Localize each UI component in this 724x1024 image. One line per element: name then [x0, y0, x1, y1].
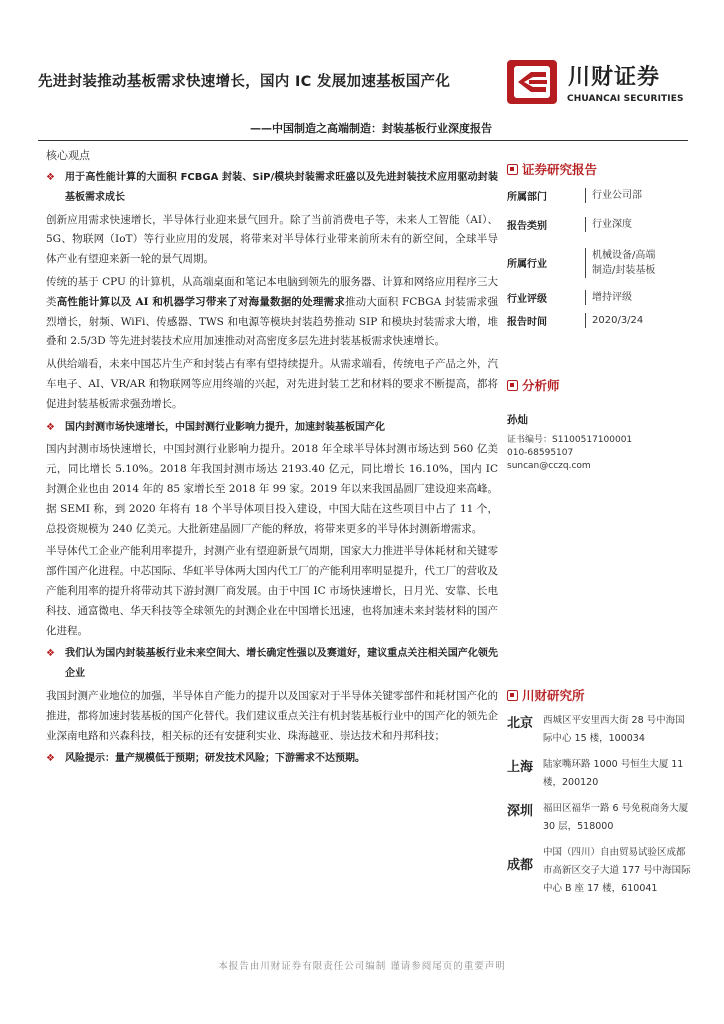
office-shenzhen: 深圳 福田区福华一路 6 号免税商务大厦 30 层，518000	[507, 803, 689, 832]
report-subtitle: ——中国制造之高端制造：封装基板行业深度报告	[250, 122, 492, 135]
brand-name-cn: 川财证券	[568, 65, 661, 90]
report-info-panel	[507, 160, 707, 328]
analyst-heading: 分析师	[507, 376, 707, 394]
institute-heading: 川财研究所	[507, 686, 707, 704]
key-point-heading: ❖ 国内封测市场快速增长，中国封测行业影响力提升，加速封装基板国产化	[46, 421, 385, 433]
analyst-cert: 证书编号：S1100517100001	[507, 435, 633, 445]
info-row: 报告类别 行业深度	[507, 219, 632, 232]
risk-heading: ❖ 风险提示：量产规模低于预期；研发技术风险；下游需求不达预期。	[46, 753, 365, 765]
info-row: 所属行业 机械设备/高端制造/封装基板	[507, 248, 707, 278]
footer-disclaimer: 本报告由川财证券有限责任公司编制 谨请参阅尾页的重要声明	[218, 961, 506, 972]
office-shanghai: 上海 陆家嘴环路 1000 号恒生大厦 11 楼，200120	[507, 759, 684, 788]
diamond-bullet-icon: ❖	[46, 172, 55, 183]
info-row: 行业评级 增持评级	[507, 292, 632, 305]
paragraph: 创新应用需求快速增长，半导体行业迎来景气回升。除了当前消费电子等，未来人工智能（AI）、5G、物联网（IoT）等行业应用的发展，将带来对半导体行业带来前所未有的新空间，全球半导体产业有望迎来新一轮的景气周期。	[46, 213, 498, 266]
institute-icon	[507, 690, 518, 701]
office-chengdu: 成都 中国（四川）自由贸易试验区成都市高新区交子大道 177 号中海国际中心 B 座 17 楼，610041	[507, 847, 691, 894]
paragraph: 我国封测产业地位的加强，半导体自产能力的提升以及国家对于半导体关键零部件和耗材国产化的推进，都将加速封装基板的国产化替代。我们建议重点关注有机封装基板行业中的国产化的领先企业深南电路和兴森科技，相关标的还有安捷利实业、珠海越亚、崇达技术和丹邦科技；	[46, 689, 498, 742]
analyst-panel	[507, 376, 707, 471]
section-label: 核心观点	[46, 149, 90, 162]
paragraph: 传统的基于 CPU 的计算机，从高端桌面和笔记本电脑到领先的服务器、计算和网络应用程序三大类高性能计算以及 AI 和机器学习带来了对海量数据的处理需求推动大面积 FCBGA 封装需求强烈增长，射频、WiFi、传感器、TWS 和电源等模块封装趋势推动 SIP 和模块封装需求大增，堆叠和 2.5/3D 等先进封装技术应用加速推动对高密度多层先进封装基板需求快速增长。	[46, 275, 498, 348]
paragraph: 国内封测市场快速增长，中国封测行业影响力提升。2018 年全球半导体封测市场达到 560 亿美元，同比增长 5.10%。2018 年我国封测市场达 2193.40 亿元，同比增长 16.10%，国内 IC 封测企业也由 2014 年的 85 家增长至 2018 年 99 家。2019 年以来我国晶圆厂建设迎来高峰。据 SEMI 称，到 2020 年将有 18 个半导体项目投入建设，中国大陆在这些项目中占了 11 个，总投资规模为 240 亿美元。大批新建晶圆厂产能的释放，将带来更多的半导体封测新增需求。	[46, 443, 498, 535]
diamond-bullet-icon: ❖	[46, 753, 55, 765]
institute-panel	[507, 686, 707, 898]
office-beijing: 北京 西城区平安里西大街 28 号中海国际中心 15 楼，100034	[507, 715, 685, 744]
paragraph: 半导体代工企业产能利用率提升，封测产业有望迎新景气周期，国家大力推进半导体耗材和关键零部件国产化进程。中芯国际、华虹半导体两大国内代工厂的产能利用率明显提升，代工厂的营收及产能利用率的提升将带动其下游封测厂商发展。由于中国 IC 市场快速增长，日月光、安靠、长电科技、通富微电、华天科技等全球领先的封测企业在中国增长迅速，也将加速未来封装材料的国产化进程。	[46, 545, 498, 637]
diamond-bullet-icon: ❖	[46, 648, 55, 660]
header-rule	[38, 140, 688, 141]
diamond-bullet-icon: ❖	[46, 421, 55, 433]
report-icon	[507, 164, 518, 175]
brand-name-en: CHUANCAI SECURITIES	[567, 94, 684, 104]
key-point-heading: ❖ 我们认为国内封装基板行业未来空间大、增长确定性强以及赛道好，建议重点关注相关国产化领先企业	[46, 648, 498, 680]
key-point-heading: ❖ 用于高性能计算的大面积 FCBGA 封装、SiP/模块封装需求旺盛以及先进封装技术应用驱动封装基板需求成长	[46, 172, 498, 203]
info-row: 报告时间 2020/3/24	[507, 315, 644, 328]
paragraph: 从供给端看，未来中国芯片生产和封装占有率有望持续提升。从需求端看，传统电子产品之外，汽车电子、AI、VR/AR 和物联网等应用终端的兴起，对先进封装工艺和材料的要求不断提高，都将促进封装基板需求强劲增长。	[46, 358, 498, 410]
analyst-email[interactable]: suncan@cczq.com	[507, 461, 591, 471]
report-heading: 证券研究报告	[507, 160, 707, 178]
analyst-name: 孙灿	[507, 414, 528, 426]
chuancai-logo-icon	[507, 60, 557, 104]
report-title: 先进封装推动基板需求快速增长，国内 IC 发展加速基板国产化	[38, 74, 451, 90]
info-row: 所属部门 行业公司部	[507, 190, 642, 203]
analyst-phone: 010-68595107	[507, 448, 574, 458]
main-content	[46, 168, 498, 772]
analyst-icon	[507, 380, 518, 391]
